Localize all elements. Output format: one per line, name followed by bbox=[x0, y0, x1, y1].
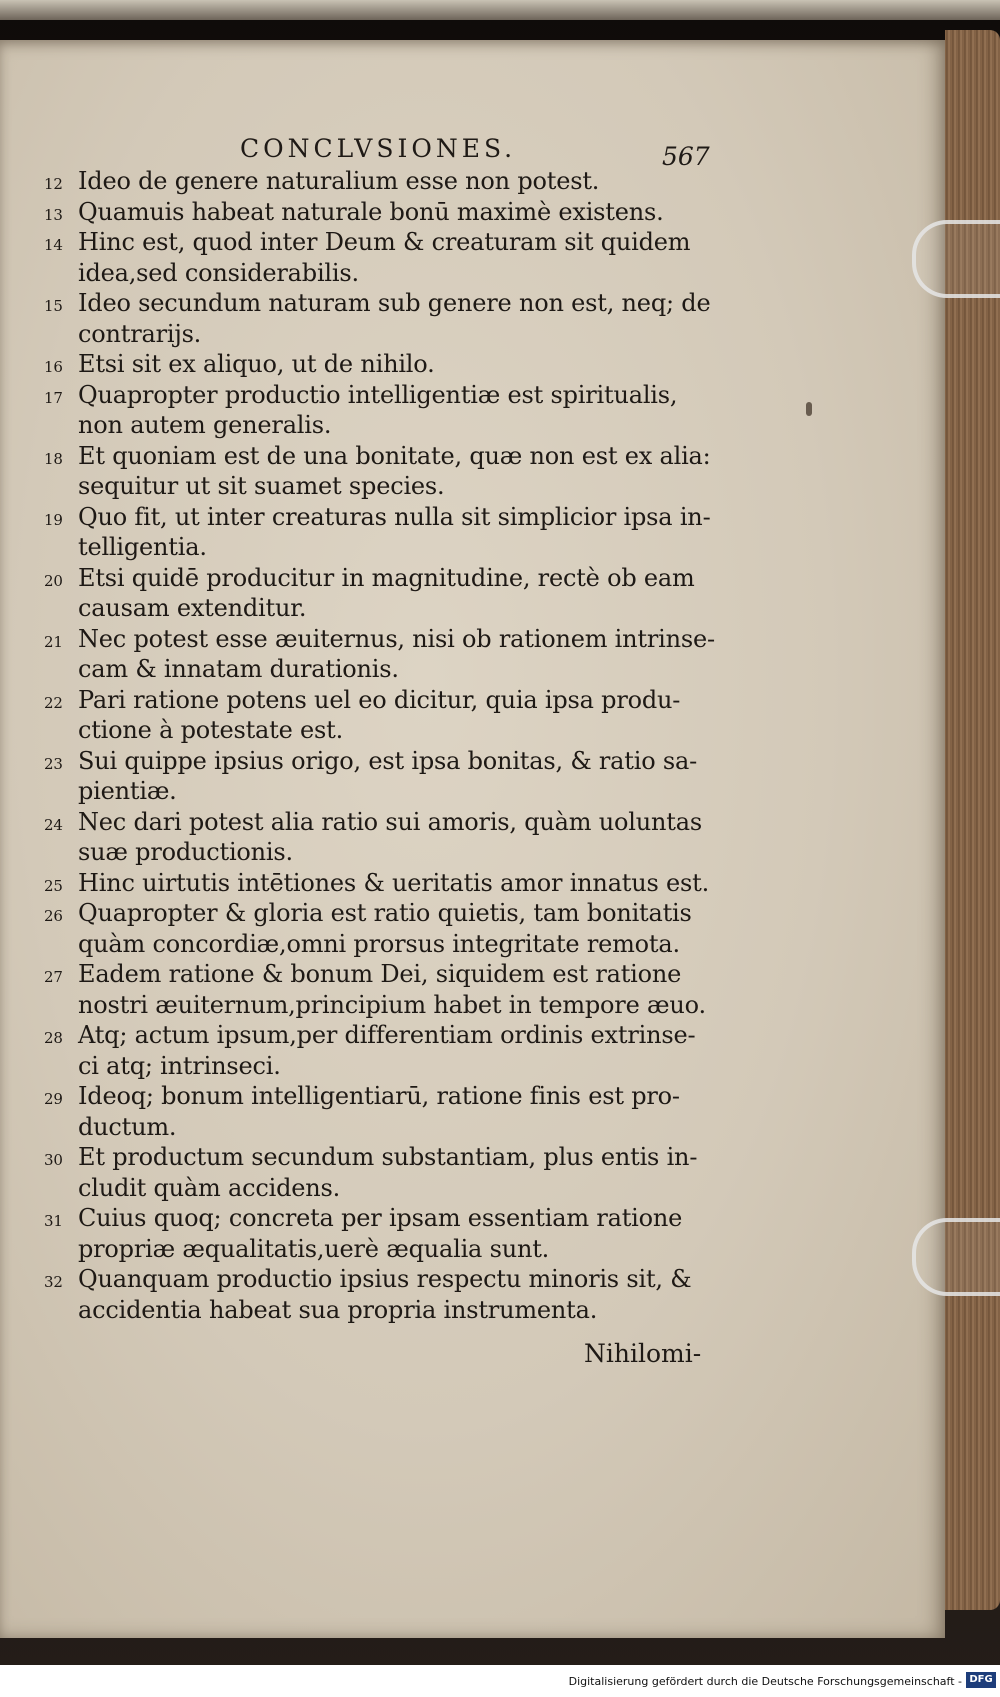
footer-credit: Digitalisierung gefördert durch die Deutsche Forschungsgemeinschaft - bbox=[568, 1675, 962, 1688]
text-line bbox=[44, 654, 704, 685]
line-number: 32 bbox=[44, 1273, 63, 1291]
line-number: 19 bbox=[44, 510, 63, 529]
line-text: Pari ratione potens uel eo dicitur, quia ipsa produ- bbox=[78, 685, 681, 714]
text-line bbox=[44, 837, 704, 868]
line-number: 18 bbox=[44, 449, 63, 468]
text-line bbox=[44, 868, 710, 899]
line-number: 23 bbox=[44, 754, 63, 773]
text-line bbox=[44, 807, 704, 838]
line-text: Hinc uirtutis intētiones & ueritatis amor innatus est. bbox=[78, 868, 710, 897]
text-line bbox=[44, 1142, 704, 1173]
text-line bbox=[44, 685, 704, 716]
line-text: sequitur ut sit suamet species. bbox=[78, 472, 445, 500]
line-text: Cuius quoq; concreta per ipsam essentiam ratione bbox=[78, 1204, 683, 1232]
line-text: Quo fit, ut inter creaturas nulla sit simplicior ipsa in- bbox=[78, 502, 711, 531]
text-line bbox=[44, 258, 704, 289]
text-line bbox=[44, 929, 704, 960]
line-text: Quapropter productio intelligentiæ est spiritualis, bbox=[78, 380, 678, 409]
line-text: Eadem ratione & bonum Dei, siquidem est ratione bbox=[78, 960, 682, 988]
line-text: causam extenditur. bbox=[78, 594, 307, 622]
text-line bbox=[44, 563, 704, 594]
text-line bbox=[44, 166, 704, 197]
line-text: Et quoniam est de una bonitate, quæ non est ex alia: bbox=[78, 441, 711, 470]
line-text: suæ productionis. bbox=[78, 838, 293, 866]
line-number: 25 bbox=[44, 876, 63, 895]
text-line bbox=[44, 227, 704, 258]
line-text: pientiæ. bbox=[78, 777, 177, 805]
line-text: contrarijs. bbox=[78, 319, 202, 348]
line-text: Et productum secundum substantiam, plus entis in- bbox=[78, 1143, 698, 1171]
catchword: Nihilomi- bbox=[584, 1339, 702, 1368]
text-line bbox=[44, 441, 711, 472]
text-line bbox=[44, 502, 711, 533]
line-number: 16 bbox=[44, 358, 63, 376]
line-text: non autem generalis. bbox=[78, 411, 332, 439]
text-line bbox=[44, 1173, 704, 1204]
book-top-edge bbox=[0, 0, 1000, 20]
line-text: ci atq; intrinseci. bbox=[78, 1051, 281, 1080]
dfg-logo-icon: DFG bbox=[966, 1672, 996, 1688]
text-line bbox=[44, 471, 704, 502]
line-number: 15 bbox=[44, 297, 63, 315]
text-line bbox=[44, 1112, 704, 1143]
line-number: 31 bbox=[44, 1212, 63, 1230]
line-text: Ideo secundum naturam sub genere non est, neq; de bbox=[78, 289, 711, 317]
line-text: Quapropter & gloria est ratio quietis, tam bonitatis bbox=[78, 899, 692, 927]
text-line bbox=[44, 1081, 704, 1112]
line-number: 14 bbox=[44, 236, 63, 254]
line-number: 27 bbox=[44, 968, 63, 986]
line-text: Etsi quidē producitur in magnitudine, rectè ob eam bbox=[78, 563, 695, 592]
line-text: Etsi sit ex aliquo, ut de nihilo. bbox=[78, 350, 435, 378]
page-clip-top bbox=[912, 220, 1000, 298]
text-line bbox=[44, 319, 704, 350]
line-text: nostri æuiternum,principium habet in tempore æuo. bbox=[78, 990, 706, 1019]
line-text: Quanquam productio ipsius respectu minoris sit, & bbox=[78, 1265, 692, 1293]
line-text: Hinc est, quod inter Deum & creaturam sit quidem bbox=[78, 228, 691, 256]
line-number: 21 bbox=[44, 632, 63, 651]
line-number: 12 bbox=[44, 175, 63, 193]
line-text: telligentia. bbox=[78, 533, 207, 561]
line-number: 26 bbox=[44, 907, 63, 925]
line-text: Sui quippe ipsius origo, est ipsa bonitas, & ratio sa- bbox=[78, 746, 698, 775]
page-clip-bottom bbox=[912, 1218, 1000, 1296]
line-text: accidentia habeat sua propria instrumenta. bbox=[78, 1295, 598, 1324]
line-text: cludit quàm accidens. bbox=[78, 1173, 341, 1202]
text-line bbox=[44, 624, 715, 655]
line-text: idea,sed considerabilis. bbox=[78, 258, 359, 287]
line-number: 29 bbox=[44, 1090, 63, 1108]
line-text: Nec dari potest alia ratio sui amoris, quàm uoluntas bbox=[78, 807, 702, 836]
text-line bbox=[44, 593, 704, 624]
line-number: 20 bbox=[44, 571, 63, 590]
text-line bbox=[44, 990, 704, 1021]
text-line bbox=[44, 288, 711, 319]
line-text: Atq; actum ipsum,per differentiam ordinis extrinse- bbox=[78, 1021, 696, 1049]
text-line bbox=[44, 1020, 704, 1051]
line-text: ctione à potestate est. bbox=[78, 716, 344, 744]
line-text: ductum. bbox=[78, 1112, 177, 1141]
text-line bbox=[44, 746, 704, 777]
page-number: 567 bbox=[662, 142, 710, 171]
text-block bbox=[44, 166, 715, 1325]
line-text: propriæ æqualitatis,uerè æqualia sunt. bbox=[78, 1234, 550, 1263]
text-line bbox=[44, 776, 704, 807]
line-number: 24 bbox=[44, 815, 63, 834]
running-head: CONCLVSIONES. bbox=[240, 134, 517, 163]
text-line bbox=[44, 380, 704, 411]
ink-smudge bbox=[806, 402, 812, 416]
text-line bbox=[44, 532, 704, 563]
line-number: 13 bbox=[44, 205, 63, 224]
line-number: 22 bbox=[44, 693, 63, 712]
line-text: quàm concordiæ,omni prorsus integritate remota. bbox=[78, 929, 680, 958]
line-text: Nec potest esse æuiternus, nisi ob rationem intrinse- bbox=[78, 624, 715, 653]
text-line bbox=[44, 1051, 704, 1082]
text-line bbox=[44, 1203, 704, 1234]
text-line bbox=[44, 349, 704, 380]
line-number: 28 bbox=[44, 1029, 63, 1047]
text-line bbox=[44, 410, 704, 441]
line-text: Ideo de genere naturalium esse non potest. bbox=[78, 167, 600, 195]
text-line bbox=[44, 1295, 704, 1326]
line-number: 30 bbox=[44, 1151, 63, 1169]
text-line bbox=[44, 197, 704, 228]
line-number: 17 bbox=[44, 388, 63, 407]
text-line bbox=[44, 1234, 704, 1265]
text-line bbox=[44, 898, 704, 929]
line-text: cam & innatam durationis. bbox=[78, 655, 399, 683]
text-line bbox=[44, 715, 704, 746]
text-line bbox=[44, 1264, 704, 1295]
line-text: Quamuis habeat naturale bonū maximè existens. bbox=[78, 197, 664, 226]
line-text: Ideoq; bonum intelligentiarū, ratione finis est pro- bbox=[78, 1082, 680, 1110]
text-line bbox=[44, 959, 704, 990]
